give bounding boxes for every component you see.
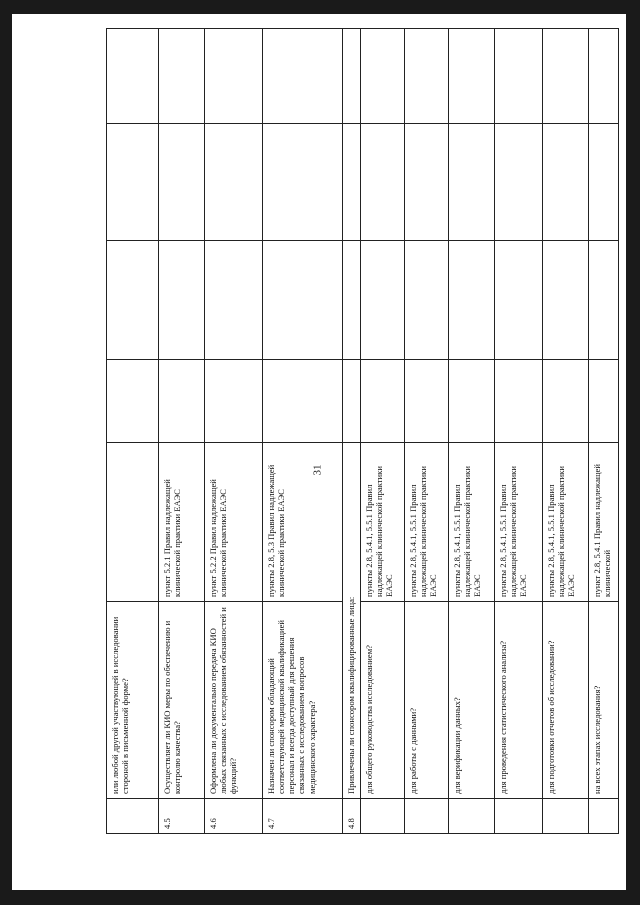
empty-cell (589, 241, 619, 360)
empty-cell (449, 241, 495, 360)
empty-cell (449, 360, 495, 443)
section-heading-cell: Привлечены ли спонсором квалифицированные лица: (343, 443, 361, 799)
question-cell: или любой другой участвующей в исследовании стороной в письменной форме? (107, 602, 159, 799)
empty-cell (361, 241, 405, 360)
table-row (361, 29, 405, 834)
empty-cell (205, 29, 263, 124)
question-cell: для проведения статистического анализа? (495, 602, 543, 799)
reference-cell: пункт 2.8, 5.4.1 Правил надлежащей клинической (589, 443, 619, 602)
row-number: 4.8 (343, 799, 361, 834)
empty-cell (263, 29, 343, 124)
empty-cell (205, 124, 263, 241)
row-number (589, 799, 619, 834)
empty-cell (405, 124, 449, 241)
row-number (107, 799, 159, 834)
question-cell: для работы с данными? (405, 602, 449, 799)
empty-cell (543, 360, 589, 443)
document-page (12, 14, 626, 890)
empty-cell (405, 241, 449, 360)
table-row (107, 29, 159, 834)
empty-cell (159, 241, 205, 360)
page-number: 31 (311, 464, 324, 476)
empty-cell (159, 360, 205, 443)
row-number (449, 799, 495, 834)
empty-cell (107, 124, 159, 241)
empty-cell (589, 124, 619, 241)
empty-cell (205, 360, 263, 443)
question-cell: на всех этапах исследования? (589, 602, 619, 799)
reference-cell: пункты 2.8, 5.3 Правил надлежащей клинической практики ЕАЭС (263, 443, 343, 602)
empty-cell (263, 124, 343, 241)
empty-cell (205, 241, 263, 360)
empty-cell (589, 29, 619, 124)
table-row (543, 29, 589, 834)
table-row (263, 29, 343, 834)
checklist-table-rotated (106, 92, 618, 834)
empty-cell (449, 29, 495, 124)
reference-cell: пункт 5.2.2 Правил надлежащей клинической практики ЕАЭС (205, 443, 263, 602)
row-number: 4.7 (263, 799, 343, 834)
reference-cell: пункты 2.8, 5.4.1, 5.5.1 Правил надлежащей клинической практики ЕАЭС (449, 443, 495, 602)
question-cell: Назначен ли спонсором обладающий соответствующей медицинской квалификацией персонал и всегда доступный для решения связанных с исследованием вопросов медицинского характера? (263, 602, 343, 799)
empty-cell (361, 124, 405, 241)
row-number (495, 799, 543, 834)
row-number (543, 799, 589, 834)
row-number: 4.6 (205, 799, 263, 834)
reference-cell (107, 443, 159, 602)
table-row (589, 29, 619, 834)
row-number (405, 799, 449, 834)
reference-cell: пункты 2.8, 5.4.1, 5.5.1 Правил надлежащей клинической практики ЕАЭС (495, 443, 543, 602)
empty-cell (107, 29, 159, 124)
empty-cell (343, 360, 361, 443)
row-number (361, 799, 405, 834)
empty-cell (263, 241, 343, 360)
question-cell: для подготовки отчетов об исследовании? (543, 602, 589, 799)
question-cell: Осуществляет ли КИО меры по обеспечению и контролю качества? (159, 602, 205, 799)
empty-cell (361, 29, 405, 124)
empty-cell (495, 124, 543, 241)
reference-cell: пункт 5.2.1 Правил надлежащей клинической практики ЕАЭС (159, 443, 205, 602)
empty-cell (543, 241, 589, 360)
row-number: 4.5 (159, 799, 205, 834)
empty-cell (543, 29, 589, 124)
table-row (405, 29, 449, 834)
table-row (343, 29, 361, 834)
reference-cell: пункты 2.8, 5.4.1, 5.5.1 Правил надлежащей клинической практики ЕАЭС (543, 443, 589, 602)
empty-cell (107, 360, 159, 443)
empty-cell (449, 124, 495, 241)
empty-cell (343, 241, 361, 360)
empty-cell (405, 29, 449, 124)
question-cell: Оформлена ли документально передача КИО любых связанных с исследованием обязанностей и функций? (205, 602, 263, 799)
empty-cell (495, 241, 543, 360)
empty-cell (361, 360, 405, 443)
table-row (205, 29, 263, 834)
empty-cell (159, 29, 205, 124)
table-row (159, 29, 205, 834)
empty-cell (589, 360, 619, 443)
empty-cell (343, 124, 361, 241)
empty-cell (107, 241, 159, 360)
checklist-table (106, 28, 619, 834)
empty-cell (263, 360, 343, 443)
reference-cell: пункты 2.8, 5.4.1, 5.5.1 Правил надлежащей клинической практики ЕАЭС (405, 443, 449, 602)
empty-cell (543, 124, 589, 241)
reference-cell: пункты 2.8, 5.4.1, 5.5.1 Правил надлежащей клинической практики ЕАЭС (361, 443, 405, 602)
empty-cell (495, 29, 543, 124)
empty-cell (405, 360, 449, 443)
table-row (449, 29, 495, 834)
question-cell: для верификации данных? (449, 602, 495, 799)
table-row (495, 29, 543, 834)
empty-cell (159, 124, 205, 241)
empty-cell (343, 29, 361, 124)
question-cell: для общего руководства исследованием? (361, 602, 405, 799)
empty-cell (495, 360, 543, 443)
